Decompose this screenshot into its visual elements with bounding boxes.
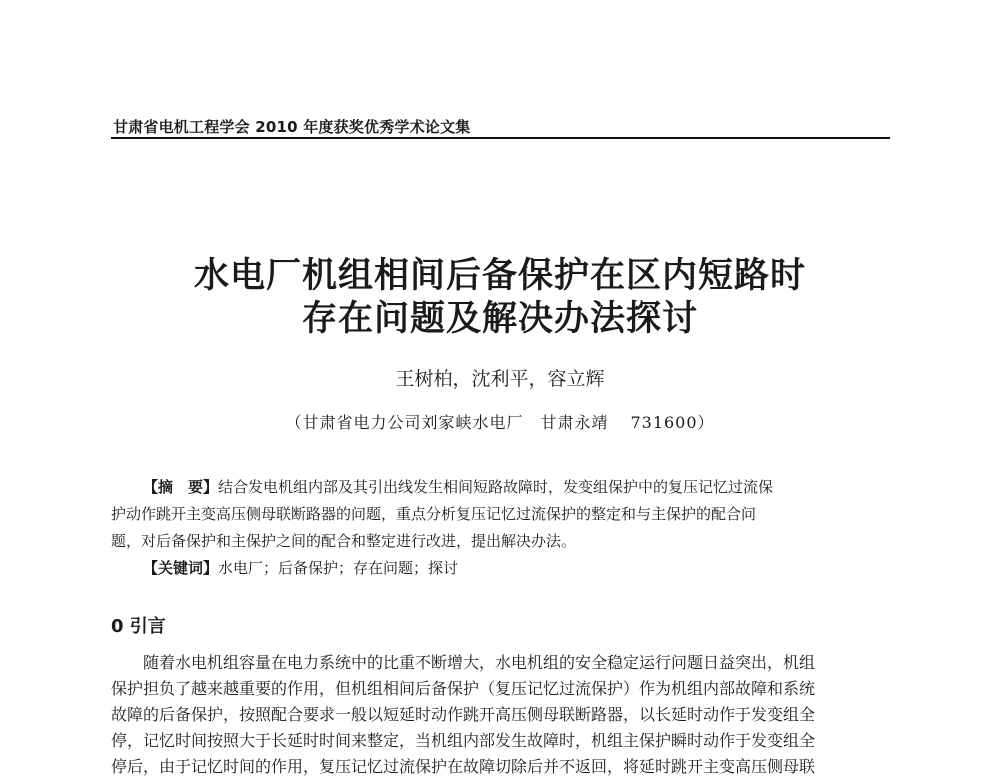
body-line: 随着水电机组容量在电力系统中的比重不断增大，水电机组的安全稳定运行问题日益突出，机组 [143,653,816,672]
abstract-line-2: 护动作跳开主变高压侧母联断路器的问题，重点分析复压记忆过流保护的整定和与主保护的配合问 [111,505,757,523]
keywords-line [143,557,458,578]
keywords-text: 水电厂；后备保护；存在问题；探讨 [218,559,459,577]
paper-authors: 王树柏，沈利平，容立辉 [395,368,605,390]
abstract-line-1 [143,476,773,497]
body-line: 保护担负了越来越重要的作用，但机组相间后备保护（复压记忆过流保护）作为机组内部故障和系统 [111,679,816,698]
paper-title-line-2: 存在问题及解决办法探讨 [301,298,698,339]
body-line: 故障的后备保护，按照配合要求一般以短延时动作跳开高压侧母联断路器，以长延时动作于发变组全 [111,705,816,724]
affiliation-zip: 731600） [630,413,715,432]
header-rule [111,137,890,139]
abstract-line-3: 题，对后备保护和主保护之间的配合和整定进行改进，提出解决办法。 [111,532,577,550]
running-header: 甘肃省电机工程学会 2010 年度获奖优秀学术论文集 [113,118,471,136]
abstract-text-1: 结合发电机组内部及其引出线发生相间短路故障时，发变组保护中的复压记忆过流保 [218,478,774,496]
section-heading-introduction: 0 引言 [111,616,166,637]
affiliation-name: （甘肃省电力公司刘家峡水电厂 甘肃永靖 [285,413,609,432]
keywords-label: 【关键词】 [143,559,219,577]
body-line: 停，记忆时间按照大于长延时时间来整定，当机组内部发生故障时，机组主保护瞬时动作于发变组全 [111,731,816,750]
body-line: 停后，由于记忆时间的作用，复压记忆过流保护在故障切除后并不返回，将延时跳开主变高压侧母联 [111,757,816,776]
abstract-label: 【摘 要】 [143,478,219,496]
paper-affiliation [0,410,1000,433]
paper-title-line-1: 水电厂机组相间后备保护在区内短路时 [193,255,806,296]
